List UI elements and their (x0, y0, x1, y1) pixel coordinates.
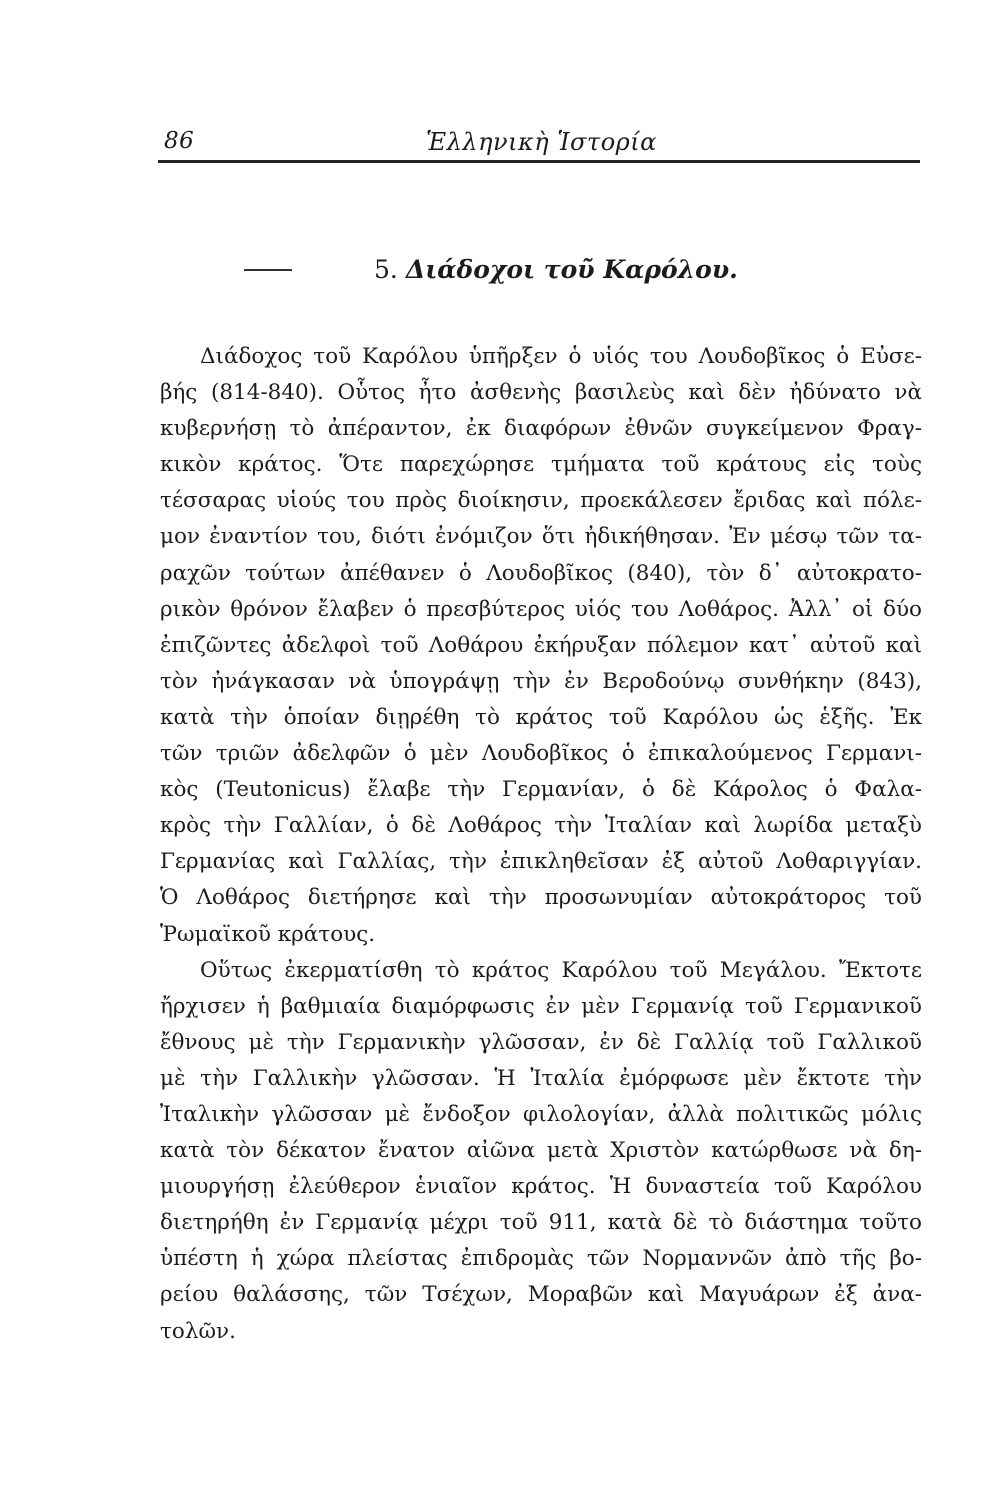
text-line: τὸν ἠνάγκασαν νὰ ὑπογράψῃ τὴν ἐν Βεροδούνῳ συνθήκην (843), (160, 668, 922, 694)
text-line: διετηρήθη ἐν Γερμανίᾳ μέχρι τοῦ 911, κατὰ δὲ τὸ διάστημα τοῦτο (160, 1210, 922, 1236)
text-line: μον ἐναντίον του, διότι ἐνόμιζον ὅτι ἠδικήθησαν. Ἐν μέσῳ τῶν τα- (160, 524, 922, 550)
text-line: Ὁ Λοθάρος διετήρησε καὶ τὴν προσωνυμίαν αὐτοκράτορος τοῦ (160, 885, 922, 911)
text-line: ρικὸν θρόνον ἔλαβεν ὁ πρεσβύτερος υἱός του Λοθάρος. Ἀλλ᾽ οἱ δύο (160, 596, 922, 622)
text-line: κατὰ τὴν ὁποίαν διῃρέθη τὸ κράτος τοῦ Καρόλου ὡς ἑξῆς. Ἐκ (160, 704, 922, 730)
paragraph (160, 339, 922, 953)
text-line: ρείου θαλάσσης, τῶν Τσέχων, Μοραβῶν καὶ Μαγυάρων ἐξ ἀνα- (160, 1282, 922, 1308)
text-line: ἔθνους μὲ τὴν Γερμανικὴν γλῶσσαν, ἐν δὲ Γαλλίᾳ τοῦ Γαλλικοῦ (160, 1029, 922, 1055)
text-line: τολῶν. (160, 1318, 236, 1344)
text-line: τῶν τριῶν ἀδελφῶν ὁ μὲν Λουδοβῖκος ὁ ἐπικαλούμενος Γερμανι- (160, 741, 922, 767)
section-number: 5. (374, 255, 398, 284)
text-line: κυβερνήσῃ τὸ ἀπέραντον, ἐκ διαφόρων ἐθνῶν συγκείμενον Φραγ- (160, 416, 922, 442)
text-line: τέσσαρας υἱούς του πρὸς διοίκησιν, προεκάλεσεν ἔριδας καὶ πόλε- (160, 488, 922, 514)
text-line: κὸς (Teutonicus) ἔλαβε τὴν Γερμανίαν, ὁ δὲ Κάρολος ὁ Φαλα- (160, 777, 922, 803)
text-line: ἤρχισεν ἡ βαθμιαία διαμόρφωσις ἐν μὲν Γερμανίᾳ τοῦ Γερμανικοῦ (160, 993, 922, 1019)
text-line: βής (814-840). Οὗτος ἦτο ἀσθενὴς βασιλεὺς καὶ δὲν ἠδύνατο νὰ (160, 380, 922, 406)
section-title (374, 255, 738, 284)
page-number: 86 (164, 128, 195, 154)
page-header (158, 122, 920, 162)
text-line: Ἰταλικὴν γλῶσσαν μὲ ἔνδοξον φιλολογίαν, ἀλλὰ πολιτικῶς μόλις (160, 1101, 922, 1127)
text-line: κικὸν κράτος. Ὅτε παρεχώρησε τμήματα τοῦ κράτους εἰς τοὺς (160, 452, 922, 478)
header-rule (158, 160, 920, 163)
text-line: κρὸς τὴν Γαλλίαν, ὁ δὲ Λοθάρος τὴν Ἰταλίαν καὶ λωρίδα μεταξὺ (160, 813, 922, 839)
text-line: Διάδοχος τοῦ Καρόλου ὑπῆρξεν ὁ υἱός του Λουδοβῖκος ὁ Εὐσε- (200, 344, 922, 369)
heading-dash (244, 269, 292, 271)
paragraph (160, 953, 922, 1350)
text-line: ραχῶν τούτων ἀπέθανεν ὁ Λουδοβῖκος (840), τὸν δ᾽ αὐτοκρατο- (160, 560, 922, 586)
text-line: ἐπιζῶντες ἀδελφοὶ τοῦ Λοθάρου ἐκήρυξαν πόλεμον κατ᾽ αὐτοῦ καὶ (160, 632, 922, 658)
section-title-text: Διάδοχοι τοῦ Καρόλου. (405, 255, 738, 284)
text-line: Οὕτως ἐκερματίσθη τὸ κράτος Καρόλου τοῦ Μεγάλου. Ἔκτοτε (200, 957, 922, 983)
text-line: κατὰ τὸν δέκατον ἔνατον αἰῶνα μετὰ Χριστὸν κατώρθωσε νὰ δη- (160, 1138, 922, 1164)
section-heading (228, 255, 788, 295)
text-line: ὑπέστη ἡ χώρα πλείστας ἐπιδρομὰς τῶν Νορμαννῶν ἀπὸ τῆς βο- (160, 1246, 922, 1272)
body-text (160, 339, 922, 1350)
text-line: Ῥωμαϊκοῦ κράτους. (160, 921, 376, 947)
text-line: μὲ τὴν Γαλλικὴν γλῶσσαν. Ἡ Ἰταλία ἐμόρφωσε μὲν ἔκτοτε τὴν (160, 1065, 922, 1091)
text-line: μιουργήσῃ ἐλεύθερον ἑνιαῖον κράτος. Ἡ δυναστεία τοῦ Καρόλου (160, 1174, 922, 1200)
text-line: Γερμανίας καὶ Γαλλίας, τὴν ἐπικληθεῖσαν ἐξ αὐτοῦ Λοθαριγγίαν. (160, 849, 922, 875)
running-title: Ἑλληνικὴ Ἱστορία (426, 128, 657, 156)
